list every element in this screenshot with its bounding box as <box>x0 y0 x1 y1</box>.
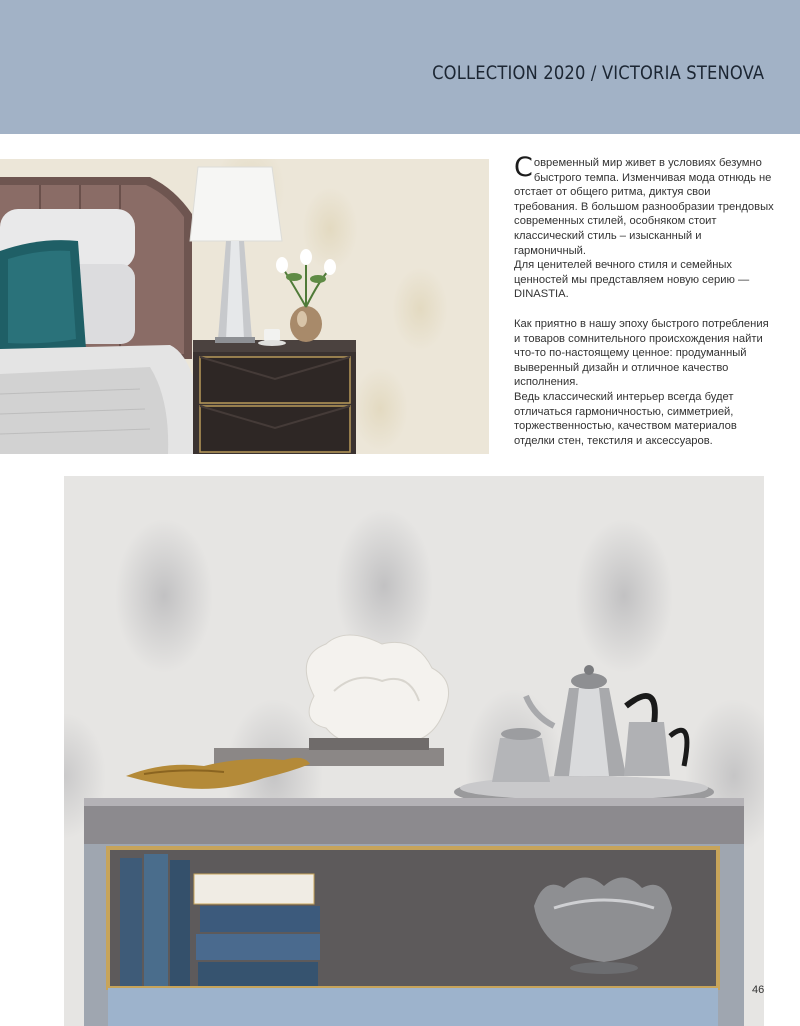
paragraph-2: Для ценителей вечного стиля и семейных ценностей мы представляем новую серию — DINASTIA. <box>514 259 750 301</box>
console-table-photo <box>64 476 764 1026</box>
white-sculpture <box>306 635 448 746</box>
console-illustration <box>64 476 764 1026</box>
page-number: 46 <box>752 984 765 996</box>
header-band <box>0 0 800 134</box>
vase <box>290 306 322 342</box>
book <box>120 858 142 986</box>
paragraph-4: Ведь классический интерьер всегда будет отличаться гармоничностью, симметрией, торжественностью, качеством материалов отделки стен, текстиля и аксессуаров. <box>514 390 737 447</box>
bedroom-illustration <box>0 159 489 454</box>
paragraph-3: Как приятно в нашу эпоху быстрого потребления и товаров сомнительного происхождения найти что-то по-настоящему ценное: продуманный выверенный дизайн и отличное качество исполнения. <box>514 317 769 389</box>
collection-title: COLLECTION 2020 / VICTORIA STENOVA <box>431 62 764 84</box>
drop-cap: С <box>514 152 533 183</box>
bedroom-photo <box>0 159 489 454</box>
intro-text <box>514 152 776 448</box>
lamp-shade <box>190 167 282 241</box>
sugar-bowl <box>492 738 550 782</box>
creamer <box>624 722 670 776</box>
paragraph-1: Современный мир живет в условиях безумно быстрого темпа. Изменчивая мода отнюдь не отстает от общего ритма, диктуя свои требования. В большом разнообразии трендовых современных стилей, особняком стоит классический стиль – изысканный и гармоничный. <box>514 152 774 257</box>
